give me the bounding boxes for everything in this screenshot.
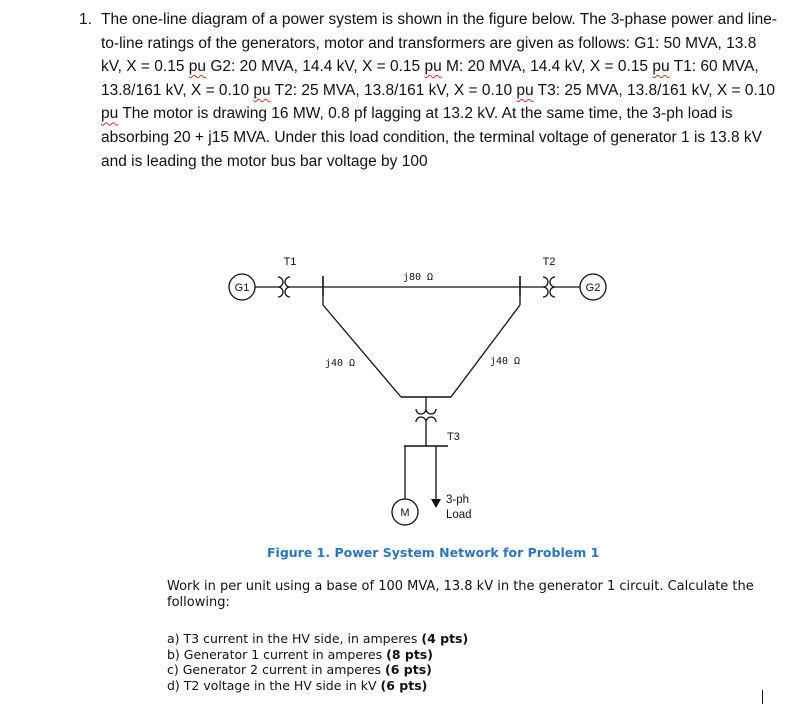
pu-unit: pu xyxy=(424,58,442,76)
generator-g2 xyxy=(580,274,606,300)
transformer-t2 xyxy=(543,256,556,297)
question-list xyxy=(167,631,727,693)
g2-label: G2 xyxy=(585,282,601,294)
line-bus1-bus3 xyxy=(323,305,401,397)
problem-text-segment: T3: 25 MVA, 13.8/161 kV, X = 0.10 xyxy=(533,81,776,99)
transformer-t1 xyxy=(278,256,296,297)
instructions: Work in per unit using a base of 100 MVA, 13.8 kV in the generator 1 circuit. Calculate the following: xyxy=(167,579,754,610)
text-cursor xyxy=(762,690,763,704)
load-label-2: Load xyxy=(446,509,472,521)
problem-text-segment: G2: 20 MVA, 14.4 kV, X = 0.15 xyxy=(206,58,425,76)
figure-caption: Figure 1. Power System Network for Problem 1 xyxy=(267,545,600,560)
load-arrow-icon xyxy=(431,499,441,508)
left-line-impedance: j40 Ω xyxy=(324,358,356,369)
motor xyxy=(392,499,418,525)
pu-unit: pu xyxy=(652,58,670,76)
generator-g1 xyxy=(229,274,255,300)
t1-label: T1 xyxy=(283,256,297,268)
line-bus2-bus3 xyxy=(451,305,520,397)
right-line-impedance: j40 Ω xyxy=(489,356,521,367)
t2-label: T2 xyxy=(542,256,556,268)
problem-text-segment: T2: 25 MVA, 13.8/161 kV, X = 0.10 xyxy=(270,81,517,99)
question-item: d) T2 voltage in the HV side in kV (6 pts) xyxy=(167,677,428,693)
pu-unit: pu xyxy=(516,81,534,99)
question-item: b) Generator 1 current in amperes (8 pts) xyxy=(167,646,433,662)
load-label-1: 3-ph xyxy=(446,494,470,506)
top-line-impedance: j80 Ω xyxy=(402,272,434,283)
pu-unit: pu xyxy=(253,81,271,99)
g1-label: G1 xyxy=(234,282,250,294)
problem-text-segment: T1: 60 MVA, 13.8/161 kV, X = 0.10 xyxy=(101,58,759,99)
pu-unit: pu xyxy=(101,105,119,123)
motor-label: M xyxy=(400,507,410,519)
question-item: a) T3 current in the HV side, in amperes (4 pts) xyxy=(167,631,469,646)
problem-text-segment: M: 20 MVA, 14.4 kV, X = 0.15 xyxy=(441,58,653,76)
transformer-t3 xyxy=(416,409,460,443)
problem-text-segment: The motor is drawing 16 MW, 0.8 pf lagging at 13.2 kV. At the same time, the 3-ph load is absorbing 20 + j15 MVA. Under this load condition, the terminal voltage of generator 1 is 13.8 kV and is leading the motor bus bar voltage by 100 xyxy=(101,105,763,170)
problem-text-segment: The one-line diagram of a power system is shown in the figure below. The 3-phase power and line-to-line ratings of the generators, motor and transformers are given as follows: G1: 50 MVA, 13.8 kV, X = 0.15 xyxy=(101,11,778,76)
problem-number: 1. xyxy=(79,11,92,28)
pu-unit: pu xyxy=(188,58,207,76)
t3-label: T3 xyxy=(447,431,460,443)
question-item: c) Generator 2 current in amperes (6 pts) xyxy=(167,662,432,677)
